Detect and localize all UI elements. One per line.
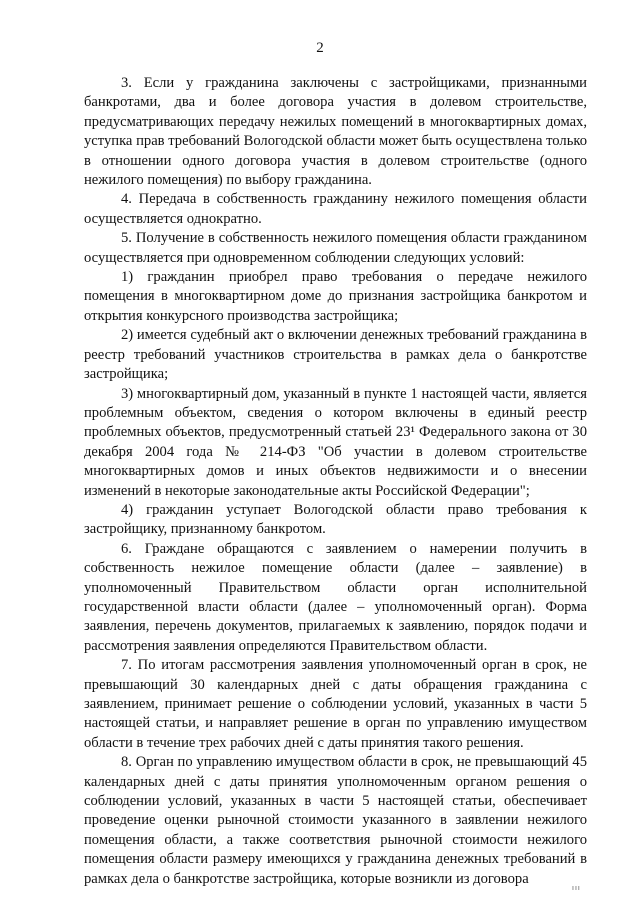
paragraph-5-item-1: 1) гражданин приобрел право требования о передаче нежилого помещения в многоквартирном доме до признания застройщика банкротом и открытия конкурсного производства застройщика; [84, 269, 587, 324]
paragraph-5-item-3: 3) многоквартирный дом, указанный в пункте 1 настоящей части, является проблемным объектом, сведения о котором включены в единый реестр проблемных объектов, предусмотренный статьей 23¹ Федерального закона от 30 декабря 2004 года № 214-ФЗ "Об участии в долевом строительстве многоквартирных домов и иных объектов недвижимости и о внесении изменений в некоторые законодательные акты Российской Федерации"; [84, 385, 587, 499]
paragraph-8: 8. Орган по управлению имуществом области в срок, не превышающий 45 календарных дней с даты принятия уполномоченным органом решения о соблюдении условий, указанных в части 5 настоящей статьи, обеспечивает проведение оценки рыночной стоимости указанного в заявлении нежилого помещения области, а также соответствия рыночной стоимости нежилого помещения области размеру имеющихся у гражданина денежных требований в рамках дела о банкротстве застройщика, которые возникли из договора [84, 754, 587, 887]
footer-scan-mark: ııı [572, 884, 581, 892]
body-text [84, 74, 587, 889]
paragraph-6: 6. Граждане обращаются с заявлением о намерении получить в собственность нежилое помещение области (далее – заявление) в уполномоченный Правительством области орган исполнительной государственной власти области (далее – уполномоченный орган). Форма заявления, перечень документов, прилагаемых к заявлению, порядок подачи и рассмотрения заявления определяются Правительством области. [84, 540, 587, 654]
paragraph-3: 3. Если у гражданина заключены с застройщиками, признанными банкротами, два и более договора участия в долевом строительстве, предусматривающих передачу нежилых помещений в многоквартирных домах, уступка прав требований Вологодской области может быть осуществлена только в отношении одного договора участия в долевом строительстве (одного нежилого помещения) по выбору гражданина. [84, 75, 587, 189]
paragraph-5-item-2: 2) имеется судебный акт о включении денежных требований гражданина в реестр требований участников строительства в рамках дела о банкротстве застройщика; [84, 327, 587, 383]
paragraph-5-item-4: 4) гражданин уступает Вологодской области право требования к застройщику, признанному банкротом. [84, 501, 587, 538]
paragraph-4: 4. Передача в собственность гражданину нежилого помещения области осуществляется однократно. [84, 191, 587, 227]
paragraph-7: 7. По итогам рассмотрения заявления уполномоченный орган в срок, не превышающий 30 календарных дней с даты обращения гражданина с заявлением, принимает решение о соблюдении условий, указанных в части 5 настоящей статьи, и направляет решение в орган по управлению имуществом области в течение трех рабочих дней с даты принятия такого решения. [84, 657, 587, 751]
page-number: 2 [316, 40, 324, 56]
paragraph-5: 5. Получение в собственность нежилого помещения области гражданином осуществляется при одновременном соблюдении следующих условий: [84, 230, 587, 266]
